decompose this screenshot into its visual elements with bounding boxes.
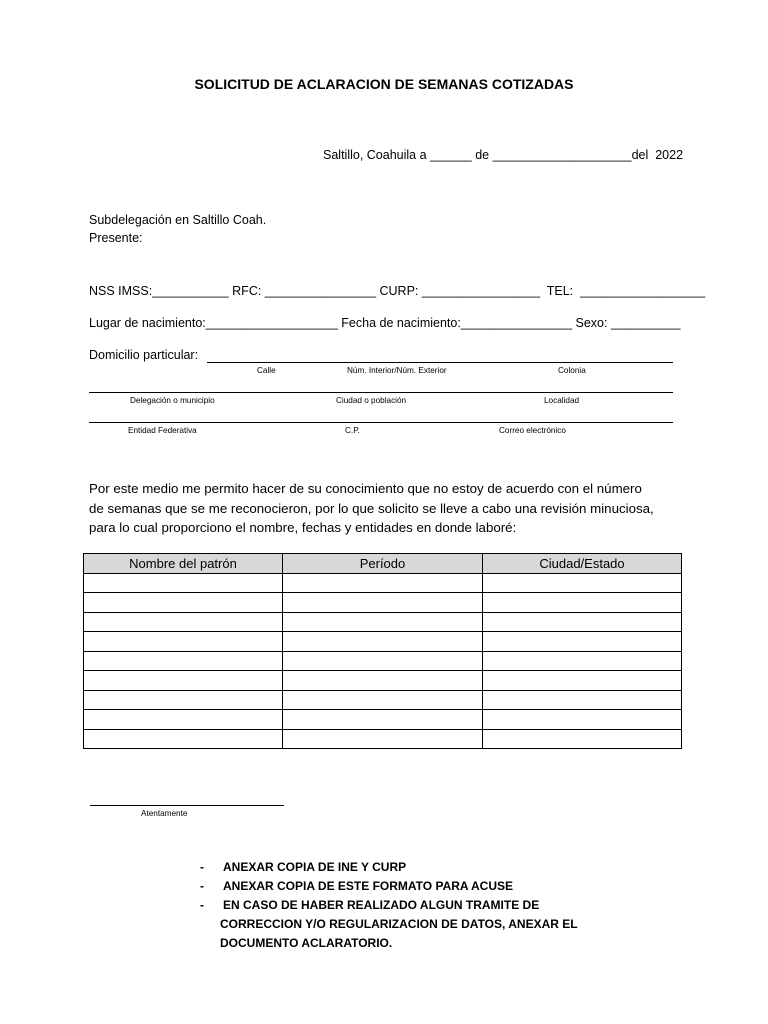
- table-header-row: [84, 554, 682, 574]
- cell-nombre-patron[interactable]: [84, 729, 283, 749]
- note-text: ANEXAR COPIA DE ESTE FORMATO PARA ACUSE: [223, 879, 514, 893]
- cell-nombre-patron[interactable]: [84, 690, 283, 710]
- place-date-line: Saltillo, Coahuila a ______ de ____________________del 2022: [323, 148, 684, 162]
- table-row: [84, 690, 682, 710]
- cell-periodo[interactable]: [283, 573, 483, 593]
- cell-periodo[interactable]: [283, 671, 483, 691]
- note-item-3: [200, 898, 540, 912]
- table-row: [84, 632, 682, 652]
- cell-ciudad-estado[interactable]: [483, 729, 682, 749]
- cell-ciudad-estado[interactable]: [483, 593, 682, 613]
- caption-cp: C.P.: [345, 426, 360, 435]
- cell-periodo[interactable]: [283, 651, 483, 671]
- caption-delegacion: Delegación o municipio: [130, 396, 215, 405]
- table-row: [84, 651, 682, 671]
- note-bullet: -: [200, 898, 204, 912]
- addressee-line-2: Presente:: [89, 231, 143, 245]
- header-ciudad-estado: Ciudad/Estado: [483, 554, 682, 574]
- table-row: [84, 729, 682, 749]
- table-row: [84, 612, 682, 632]
- cell-periodo[interactable]: [283, 710, 483, 730]
- caption-localidad: Localidad: [544, 396, 580, 405]
- table-row: [84, 671, 682, 691]
- document-title: SOLICITUD DE ACLARACION DE SEMANAS COTIZADAS: [194, 76, 574, 92]
- id-fields-row: NSS IMSS:___________ RFC: ________________ CURP: _________________ TEL: __________________: [89, 284, 706, 298]
- addressee-line-1: Subdelegación en Saltillo Coah.: [89, 213, 267, 227]
- note-item-2: [200, 879, 514, 893]
- cell-periodo[interactable]: [283, 690, 483, 710]
- paragraph-line: para lo cual proporciono el nombre, fechas y entidades en donde laboré:: [89, 520, 517, 535]
- note-item-3-continuation-2: DOCUMENTO ACLARATORIO.: [220, 936, 393, 950]
- address-line-3: [89, 422, 673, 423]
- caption-entidad: Entidad Federativa: [128, 426, 197, 435]
- cell-nombre-patron[interactable]: [84, 632, 283, 652]
- table-row: [84, 573, 682, 593]
- note-text: EN CASO DE HABER REALIZADO ALGUN TRAMITE DE: [223, 898, 540, 912]
- address-line-2: [89, 392, 673, 393]
- cell-periodo[interactable]: [283, 632, 483, 652]
- table-row: [84, 593, 682, 613]
- note-bullet: -: [200, 879, 204, 893]
- cell-ciudad-estado[interactable]: [483, 710, 682, 730]
- table-row: [84, 710, 682, 730]
- caption-numero: Núm. Interior/Núm. Exterior: [347, 366, 447, 375]
- employer-table: [83, 553, 682, 749]
- cell-ciudad-estado[interactable]: [483, 651, 682, 671]
- cell-periodo[interactable]: [283, 612, 483, 632]
- table-body: [84, 573, 682, 749]
- address-label: Domicilio particular:: [89, 348, 199, 362]
- birth-fields-row: Lugar de nacimiento:___________________ Fecha de nacimiento:________________ Sexo: __________: [89, 316, 681, 330]
- cell-nombre-patron[interactable]: [84, 671, 283, 691]
- cell-ciudad-estado[interactable]: [483, 690, 682, 710]
- cell-periodo[interactable]: [283, 729, 483, 749]
- paragraph-line: de semanas que se me reconocieron, por lo que solicito se lleve a cabo una revisión minuciosa,: [89, 500, 654, 516]
- address-line-1: [207, 362, 673, 363]
- signature-line: [90, 805, 284, 806]
- note-text: ANEXAR COPIA DE INE Y CURP: [223, 860, 407, 874]
- header-periodo: Período: [283, 554, 483, 574]
- cell-nombre-patron[interactable]: [84, 651, 283, 671]
- cell-ciudad-estado[interactable]: [483, 573, 682, 593]
- header-nombre-patron: Nombre del patrón: [84, 554, 283, 574]
- request-paragraph: [89, 479, 684, 538]
- caption-colonia: Colonia: [558, 366, 586, 375]
- caption-calle: Calle: [257, 366, 276, 375]
- note-item-3-continuation-1: CORRECCION Y/O REGULARIZACION DE DATOS, ANEXAR EL: [220, 917, 578, 931]
- caption-ciudad: Ciudad o población: [336, 396, 407, 405]
- cell-nombre-patron[interactable]: [84, 710, 283, 730]
- cell-ciudad-estado[interactable]: [483, 632, 682, 652]
- note-item-1: [200, 860, 407, 874]
- caption-correo: Correo electrónico: [499, 426, 566, 435]
- cell-nombre-patron[interactable]: [84, 612, 283, 632]
- cell-ciudad-estado[interactable]: [483, 671, 682, 691]
- cell-periodo[interactable]: [283, 593, 483, 613]
- cell-nombre-patron[interactable]: [84, 573, 283, 593]
- paragraph-line: Por este medio me permito hacer de su conocimiento que no estoy de acuerdo con el número: [89, 481, 642, 496]
- note-bullet: -: [200, 860, 204, 874]
- cell-nombre-patron[interactable]: [84, 593, 283, 613]
- signature-caption: Atentamente: [141, 809, 188, 818]
- cell-ciudad-estado[interactable]: [483, 612, 682, 632]
